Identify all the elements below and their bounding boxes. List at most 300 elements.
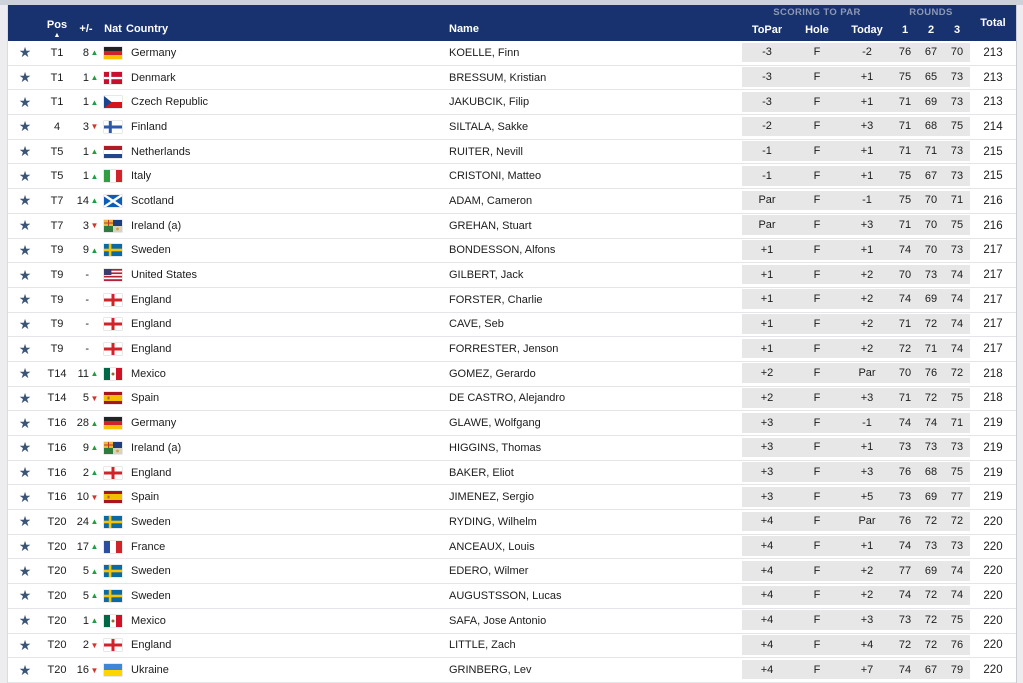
today-cell: +1 [860,441,874,454]
today-cell: Par [858,367,876,380]
round3-cell: 74 [950,293,964,306]
header-today: Today [851,24,883,36]
scoring-panel [742,586,970,606]
position-change-direction-icon: ▲ [90,73,99,83]
player-row[interactable] [8,387,1016,412]
round2-cell: 69 [924,564,938,577]
country-flag-icon [104,195,122,207]
hole-cell: F [813,367,821,380]
hole-cell: F [813,515,821,528]
nationality-cell [100,584,126,608]
topar-cell: +3 [760,466,774,479]
round3-cell: 73 [950,95,964,108]
player-row[interactable] [8,609,1016,634]
favorite-star-icon[interactable]: ★ [18,414,32,431]
position-change-cell [72,164,100,188]
country-flag-icon [104,343,122,355]
round1-cell: 76 [898,515,912,528]
position-change-cell [72,189,100,213]
position-cell: T20 [47,589,67,602]
total-cell: 217 [983,293,1003,306]
round3-cell: 72 [950,515,964,528]
round1-cell: 75 [898,71,912,84]
position-change-direction-icon: ▲ [90,443,99,453]
country-flag-icon [104,368,122,380]
position-change-direction-icon: ▲ [90,147,99,157]
header-rounds-group [892,5,970,41]
player-name: GILBERT, Jack [449,269,524,282]
today-cell: +3 [860,614,874,627]
topar-cell: +4 [760,540,774,553]
position-cell: T9 [50,244,64,257]
today-cell: +1 [860,145,874,158]
player-name: SAFA, Jose Antonio [449,614,547,627]
scoring-panel [742,43,970,63]
player-row[interactable] [8,485,1016,510]
round2-cell: 74 [924,416,938,429]
today-cell: +1 [860,540,874,553]
position-change-cell [72,263,100,287]
topar-cell: +4 [760,663,774,676]
player-name: JAKUBCIK, Filip [449,96,530,109]
header-country: Country [126,23,169,35]
position-change-value: 5 [82,589,89,602]
round3-cell: 74 [950,342,964,355]
player-row[interactable] [8,140,1016,165]
nationality-cell [100,485,126,509]
topar-cell: +1 [760,342,774,355]
position-change-cell [72,239,100,263]
total-cell: 217 [983,244,1003,257]
favorite-star-icon[interactable]: ★ [18,192,32,209]
country-name: England [131,466,172,479]
position-change-value: 8 [82,46,89,59]
favorite-star-icon[interactable]: ★ [18,513,32,530]
header-total: Total [980,17,1006,29]
round1-cell: 73 [898,490,912,503]
round3-cell: 77 [950,490,964,503]
country-name: England [131,343,172,356]
topar-cell: -3 [762,95,772,108]
header-scoring-group [742,5,892,41]
topar-cell: +4 [760,589,774,602]
position-cell: T20 [47,614,67,627]
player-row[interactable] [8,436,1016,461]
favorite-star-icon[interactable]: ★ [18,389,32,406]
player-name: DE CASTRO, Alejandro [449,392,566,405]
hole-cell: F [813,194,821,207]
scoring-panel [742,240,970,260]
round1-cell: 72 [898,638,912,651]
position-change-cell [72,634,100,658]
hole-cell: F [813,466,821,479]
player-name: RYDING, Wilhelm [449,515,537,528]
favorite-star-icon[interactable]: ★ [18,266,32,283]
country-flag-icon [104,664,122,676]
player-name: JIMENEZ, Sergio [449,491,534,504]
player-name: SILTALA, Sakke [449,120,529,133]
scoring-panel [742,314,970,334]
round1-cell: 71 [898,219,912,232]
player-row[interactable] [8,239,1016,264]
favorite-star-icon[interactable]: ★ [18,217,32,234]
nationality-cell [100,164,126,188]
hole-cell: F [813,614,821,627]
hole-cell: F [813,638,821,651]
round1-cell: 71 [898,120,912,133]
topar-cell: +4 [760,564,774,577]
scoring-panel [742,536,970,556]
country-name: Germany [131,417,177,430]
nationality-cell [100,90,126,114]
round1-cell: 74 [898,540,912,553]
round3-cell: 74 [950,589,964,602]
favorite-star-icon[interactable]: ★ [18,538,32,555]
position-change-cell [72,140,100,164]
total-cell: 218 [983,392,1003,405]
position-change-direction-icon: ▲ [90,171,99,181]
total-cell: 220 [983,589,1003,602]
player-row[interactable] [8,214,1016,239]
position-change-direction-icon: ▲ [90,542,99,552]
round2-cell: 72 [924,391,938,404]
country-name: France [131,540,166,553]
player-row[interactable] [8,658,1016,683]
round1-cell: 75 [898,194,912,207]
favorite-star-icon[interactable]: ★ [18,167,32,184]
position-change-direction-icon: ▲ [90,616,99,626]
round3-cell: 73 [950,243,964,256]
position-cell: T20 [47,540,67,553]
sort-ascending-icon: ▲ [53,31,61,39]
player-name: GRINBERG, Lev [449,664,532,677]
hole-cell: F [813,441,821,454]
player-row[interactable] [8,559,1016,584]
total-cell: 217 [983,318,1003,331]
leaderboard-rows [8,41,1016,683]
round3-cell: 75 [950,391,964,404]
round2-cell: 70 [924,243,938,256]
player-name: HIGGINS, Thomas [449,441,542,454]
position-cell: T5 [50,145,64,158]
round2-cell: 73 [924,441,938,454]
position-cell: T14 [47,392,67,405]
player-row[interactable] [8,362,1016,387]
hole-cell: F [813,120,821,133]
favorite-star-icon[interactable]: ★ [18,143,32,160]
total-cell: 219 [983,466,1003,479]
position-change-direction-icon: ▲ [90,369,99,379]
player-row[interactable] [8,164,1016,189]
nationality-cell [100,436,126,460]
favorite-star-icon[interactable]: ★ [18,562,32,579]
position-change-direction-icon: ▼ [90,640,99,650]
scoring-panel [742,610,970,630]
player-name: GREHAN, Stuart [449,219,532,232]
round2-cell: 67 [924,46,938,59]
country-name: United States [131,269,198,282]
country-name: Spain [131,392,160,405]
favorite-star-icon[interactable]: ★ [18,44,32,61]
round3-cell: 73 [950,145,964,158]
round2-cell: 71 [924,145,938,158]
favorite-star-icon[interactable]: ★ [18,315,32,332]
round2-cell: 72 [924,638,938,651]
position-change-direction-icon: ▲ [90,48,99,58]
country-flag-icon [104,121,122,133]
scoring-panel [742,635,970,655]
total-cell: 220 [983,614,1003,627]
country-flag-icon [104,96,122,108]
country-name: England [131,318,172,331]
player-row[interactable] [8,584,1016,609]
position-change-value: 2 [82,639,89,652]
today-cell: +2 [860,317,874,330]
today-cell: +2 [860,589,874,602]
player-name: LITTLE, Zach [449,639,516,652]
position-change-cell [72,510,100,534]
player-row[interactable] [8,461,1016,486]
total-cell: 220 [983,664,1003,677]
position-cell: T16 [47,417,67,430]
player-name: CAVE, Seb [449,318,504,331]
round3-cell: 73 [950,441,964,454]
country-flag-icon [104,72,122,84]
round3-cell: 79 [950,663,964,676]
player-row[interactable] [8,510,1016,535]
country-flag-icon [104,146,122,158]
country-flag-icon [104,220,122,232]
player-row[interactable] [8,263,1016,288]
topar-cell: +1 [760,243,774,256]
country-flag-icon [104,516,122,528]
hole-cell: F [813,391,821,404]
country-flag-icon [104,244,122,256]
round2-cell: 72 [924,317,938,330]
nationality-cell [100,362,126,386]
topar-cell: +1 [760,268,774,281]
position-cell: T7 [50,194,64,207]
round2-cell: 71 [924,342,938,355]
favorite-star-icon[interactable]: ★ [18,291,32,308]
round1-cell: 71 [898,317,912,330]
player-name: BONDESSON, Alfons [449,244,556,257]
nationality-cell [100,214,126,238]
topar-cell: +2 [760,367,774,380]
country-flag-icon [104,294,122,306]
round1-cell: 73 [898,441,912,454]
scoring-panel [742,166,970,186]
favorite-star-icon[interactable]: ★ [18,365,32,382]
round2-cell: 76 [924,367,938,380]
country-name: Italy [131,170,152,183]
today-cell: +1 [860,169,874,182]
position-cell: T1 [50,96,64,109]
favorite-star-icon[interactable]: ★ [18,69,32,86]
player-row[interactable] [8,337,1016,362]
player-row[interactable] [8,313,1016,338]
position-change-cell [72,90,100,114]
topar-cell: -1 [762,169,772,182]
position-change-direction-icon: ▼ [90,393,99,403]
favorite-star-icon[interactable]: ★ [18,587,32,604]
header-pos[interactable] [42,5,72,41]
total-cell: 217 [983,343,1003,356]
position-cell: 4 [53,120,61,133]
today-cell: +2 [860,564,874,577]
country-name: England [131,639,172,652]
header-favorite-column [8,5,42,41]
country-name: Scotland [131,194,174,207]
country-flag-icon [104,442,122,454]
round2-cell: 65 [924,71,938,84]
player-name: KOELLE, Finn [449,46,520,59]
scoring-panel [742,512,970,532]
position-change-value: - [85,318,89,331]
scoring-panel [742,67,970,87]
nationality-cell [100,559,126,583]
today-cell: +5 [860,490,874,503]
player-row[interactable] [8,634,1016,659]
round1-cell: 71 [898,95,912,108]
round1-cell: 73 [898,614,912,627]
country-name: Germany [131,46,177,59]
position-change-cell [72,41,100,65]
topar-cell: -1 [762,145,772,158]
favorite-star-icon[interactable]: ★ [18,118,32,135]
leaderboard-table [7,5,1017,683]
favorite-star-icon[interactable]: ★ [18,464,32,481]
player-row[interactable] [8,189,1016,214]
position-cell: T20 [47,639,67,652]
scoring-to-par-group-label: SCORING TO PAR [773,7,861,18]
position-change-cell [72,362,100,386]
round2-cell: 72 [924,515,938,528]
position-change-value: 2 [82,466,89,479]
round2-cell: 72 [924,589,938,602]
position-cell: T14 [47,367,67,380]
position-change-direction-icon: ▼ [90,492,99,502]
scoring-panel [742,660,970,680]
nationality-cell [100,461,126,485]
total-cell: 213 [983,96,1003,109]
favorite-star-icon[interactable]: ★ [18,241,32,258]
hole-cell: F [813,145,821,158]
country-flag-icon [104,565,122,577]
player-row[interactable] [8,115,1016,140]
hole-cell: F [813,490,821,503]
round2-cell: 68 [924,120,938,133]
total-cell: 220 [983,639,1003,652]
country-name: Denmark [131,71,176,84]
topar-cell: +3 [760,416,774,429]
favorite-star-icon[interactable]: ★ [18,93,32,110]
position-change-value: 10 [76,491,89,504]
total-cell: 213 [983,46,1003,59]
hole-cell: F [813,219,821,232]
round3-cell: 70 [950,46,964,59]
round2-cell: 67 [924,169,938,182]
round1-cell: 77 [898,564,912,577]
player-name: FORSTER, Charlie [449,293,543,306]
total-cell: 219 [983,491,1003,504]
position-cell: T9 [50,269,64,282]
total-cell: 220 [983,565,1003,578]
round3-cell: 74 [950,317,964,330]
nationality-cell [100,66,126,90]
today-cell: +1 [860,71,874,84]
total-cell: 216 [983,219,1003,232]
player-row[interactable] [8,288,1016,313]
player-row[interactable] [8,411,1016,436]
round1-cell: 75 [898,169,912,182]
hole-cell: F [813,564,821,577]
today-cell: +3 [860,120,874,133]
topar-cell: Par [758,219,776,232]
round3-cell: 71 [950,194,964,207]
topar-cell: +4 [760,638,774,651]
total-cell: 215 [983,170,1003,183]
topar-cell: +3 [760,441,774,454]
favorite-star-icon[interactable]: ★ [18,612,32,629]
round1-cell: 74 [898,663,912,676]
total-cell: 213 [983,71,1003,84]
country-name: Mexico [131,614,166,627]
position-change-direction-icon: ▲ [90,517,99,527]
scoring-panel [742,413,970,433]
favorite-star-icon[interactable]: ★ [18,636,32,653]
nationality-cell [100,609,126,633]
player-row[interactable] [8,535,1016,560]
favorite-star-icon[interactable]: ★ [18,340,32,357]
hole-cell: F [813,268,821,281]
today-cell: +3 [860,391,874,404]
nationality-cell [100,634,126,658]
country-flag-icon [104,615,122,627]
favorite-star-icon[interactable]: ★ [18,488,32,505]
country-name: Sweden [131,565,171,578]
header-round-1: 1 [901,24,909,36]
position-change-cell [72,288,100,312]
player-name: ADAM, Cameron [449,194,533,207]
today-cell: +2 [860,268,874,281]
country-flag-icon [104,467,122,479]
position-change-cell [72,658,100,682]
round3-cell: 73 [950,71,964,84]
position-change-value: 1 [82,96,89,109]
leaderboard-header [8,5,1016,41]
player-row[interactable] [8,66,1016,91]
round1-cell: 74 [898,293,912,306]
country-name: Czech Republic [131,96,209,109]
position-cell: T9 [50,293,64,306]
favorite-star-icon[interactable]: ★ [18,661,32,678]
player-name: EDERO, Wilmer [449,565,529,578]
position-cell: T20 [47,565,67,578]
player-row[interactable] [8,90,1016,115]
position-change-cell [72,387,100,411]
nationality-cell [100,263,126,287]
player-name: GLAWE, Wolfgang [449,417,541,430]
country-flag-icon [104,392,122,404]
country-flag-icon [104,590,122,602]
position-change-cell [72,559,100,583]
position-cell: T16 [47,491,67,504]
player-row[interactable] [8,41,1016,66]
favorite-star-icon[interactable]: ★ [18,439,32,456]
position-change-cell [72,66,100,90]
today-cell: +3 [860,219,874,232]
